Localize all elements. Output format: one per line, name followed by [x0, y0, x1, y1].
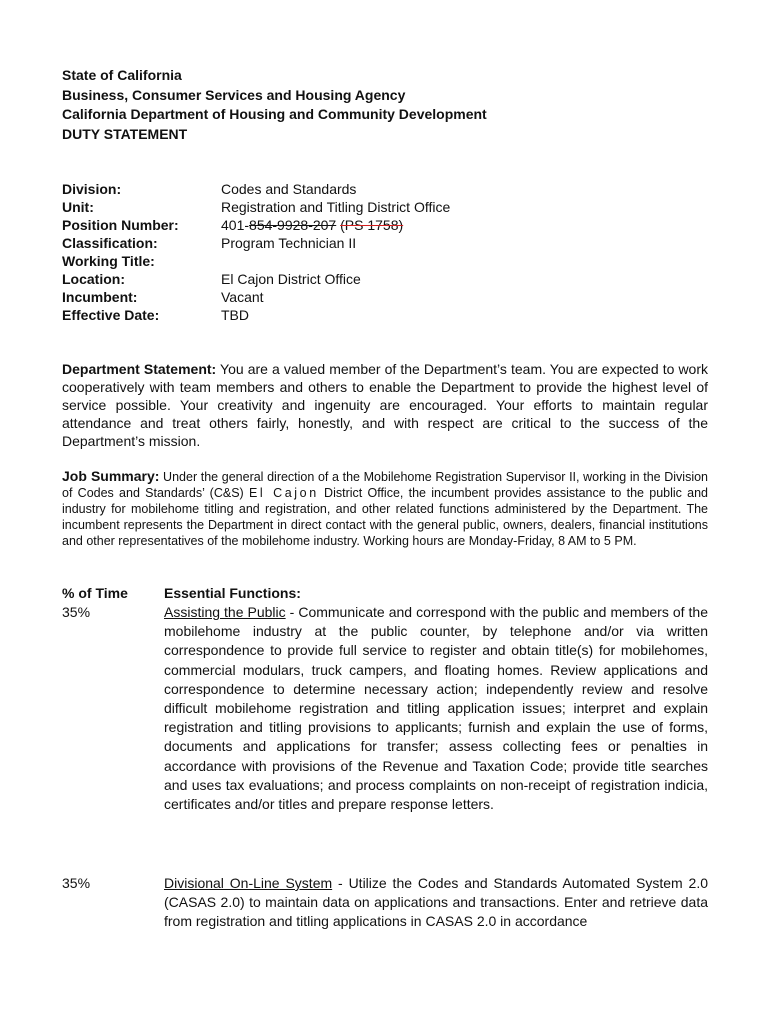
job-summary-text-1: Under the general direction of a the Mobilehome Registration Supervisor II, working in the Division of Codes and Standards’ (C&S) [62, 470, 708, 500]
essential-functions-header: Essential Functions: [164, 585, 301, 601]
percent-time-header: % of Time [62, 585, 128, 601]
header-title: DUTY STATEMENT [62, 125, 188, 142]
position-number-label: Position Number: [62, 217, 179, 233]
job-summary-text-2: District Office, the incumbent provides assistance to the public and industry for mobilehome titling and registration, and other related functions administered by the Department. The incumbent represents the Department in direct contact with the general public, owners, dealers, financial institutions and other representatives of the mobilehome industry. Working hours are Monday-Friday, 8 AM to 5 PM. [62, 486, 708, 548]
department-statement-label: Department Statement: [62, 361, 217, 377]
classification-label: Classification: [62, 235, 158, 251]
effective-date-value: TBD [221, 307, 249, 323]
classification-value: Program Technician II [221, 235, 357, 251]
info-row-division [62, 180, 450, 198]
department-statement-text: You are a valued member of the Department’s team. You are expected to work cooperatively with team members and others to enable the Department to provide the highest level of service possible. Your creativity and ingenuity are encouraged. Your efforts to maintain regular attendance and treat others fairly, honestly, and with respect are critical to the success of the Department’s mission. [62, 361, 709, 449]
position-number-struck: 854-9928-207 [249, 217, 337, 233]
effective-date-label: Effective Date: [62, 307, 160, 323]
function-1-text: - Communicate and correspond with the public and members of the mobilehome industry at the public counter, by telephone and/or via written correspondence to provide full service to register and obtain title(s) for mobilehomes, commercial modulars, truck campers, and floating homes. Review applications and correspondence to determine necessary action; independently review and resolve difficult mobilehome registration and titling application issues; interpret and explain registration and titling provisions to applicants; furnish and explain the use of forms, documents and applications for transfer; assess collecting fees or penalties in accordance with provisions of the Revenue and Taxation Code; provide title searches and uses tax evaluations; and process complaints on non-receipt of registration indicia, certificates and/or titles and prepare response letters. [164, 604, 708, 813]
info-row-classification [62, 234, 450, 252]
function-2-text: - Utilize the Codes and Standards Automated System 2.0 (CASAS 2.0) to maintain data on applications and transactions. Enter and retrieve data from registration and titling applications in CASAS 2.0 in accordance [164, 875, 708, 930]
info-row-position-number [62, 216, 450, 234]
info-row-location [62, 270, 450, 288]
job-summary [62, 468, 708, 549]
function-2-title: Divisional On-Line System [164, 875, 333, 891]
job-summary-label: Job Summary: [62, 468, 160, 484]
division-value: Codes and Standards [221, 181, 357, 197]
location-label: Location: [62, 271, 125, 287]
header-department: California Department of Housing and Community Development [62, 106, 487, 122]
position-number-struck-ps: (PS 1758) [340, 217, 404, 233]
function-2-percent: 35% [62, 875, 91, 891]
unit-label: Unit: [62, 199, 94, 215]
header-state: State of California [62, 67, 182, 83]
job-summary-office: El Cajon [248, 486, 319, 500]
document-header [62, 66, 487, 144]
info-row-unit [62, 198, 450, 216]
position-info [62, 180, 450, 324]
incumbent-label: Incumbent: [62, 289, 138, 305]
function-1-percent: 35% [62, 604, 91, 620]
function-2-description [164, 874, 708, 932]
header-agency: Business, Consumer Services and Housing Agency [62, 86, 406, 103]
location-value: El Cajon District Office [221, 271, 361, 287]
info-row-working-title [62, 252, 450, 270]
unit-value: Registration and Titling District Office [221, 199, 451, 215]
department-statement [62, 360, 708, 450]
function-1-description [164, 603, 708, 814]
incumbent-value: Vacant [221, 289, 264, 305]
info-row-effective-date [62, 306, 450, 324]
function-1-title: Assisting the Public [164, 604, 286, 620]
working-title-label: Working Title: [62, 253, 155, 269]
position-number-prefix: 401- [221, 217, 250, 233]
position-number-value [221, 216, 403, 234]
info-row-incumbent [62, 288, 450, 306]
division-label: Division: [62, 181, 122, 197]
